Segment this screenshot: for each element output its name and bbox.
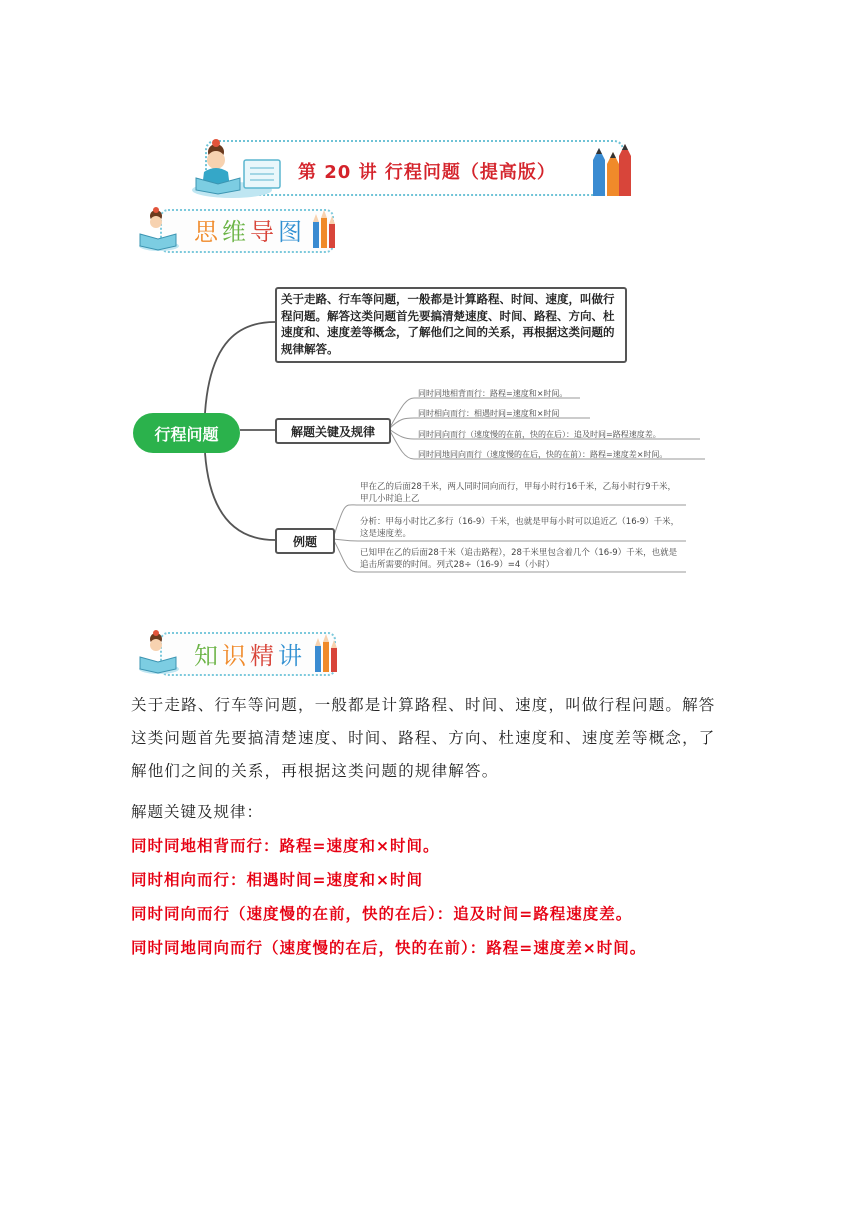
- pencils-icon: [312, 634, 338, 674]
- knowledge-title-char: 讲: [278, 642, 306, 670]
- mindmap-example-leaf: 分析：甲每小时比乙多行（16-9）千米，也就是甲每小时可以追近乙（16-9）千米，这是速度差。: [360, 517, 680, 539]
- reading-girl-icon: [136, 629, 182, 675]
- mindmap-root-node: 行程问题: [133, 413, 240, 453]
- rule-line: 同时同地同向而行（速度慢的在后，快的在前）：路程=速度差×时间。: [131, 939, 647, 957]
- mindmap-key-node: 解题关键及规律: [275, 418, 391, 444]
- mindmap-example-leaf: 甲在乙的后面28千米，两人同时同向而行，甲每小时行16千米，乙每小时行9千米，甲几小时追上乙: [360, 482, 677, 504]
- mindmap-title-char: 维: [222, 218, 250, 246]
- rule-line: 同时同地相背而行：路程=速度和×时间。: [131, 837, 440, 855]
- lesson-title: 第 20 讲 行程问题（提高版）: [298, 162, 556, 183]
- rule-line: 同时同向而行（速度慢的在前，快的在后）：追及时间=路程速度差。: [131, 905, 633, 923]
- mindmap-description-node: 关于走路、行车等问题，一般都是计算路程、时间、速度，叫做行程问题。解答这类问题首先要搞清楚速度、时间、路程、方向、杜速度和、速度差等概念，了解他们之间的关系，再根据这类问题的规律解答。: [275, 287, 627, 363]
- mindmap-rule-leaf: 同时同地同向而行（速度慢的在后，快的在前）：路程=速度差×时间。: [418, 450, 668, 459]
- knowledge-title-char: 精: [250, 642, 278, 670]
- mindmap-rule-leaf: 同时同地相背而行：路程=速度和×时间。: [418, 389, 568, 398]
- knowledge-section-title: [194, 636, 306, 671]
- mindmap-title-char: 图: [278, 218, 306, 246]
- key-heading: 解题关键及规律：: [131, 803, 264, 821]
- mindmap-title-char: 导: [250, 218, 278, 246]
- mindmap-rule-leaf: 同时同向而行（速度慢的在前，快的在后）：追及时间=路程速度差。: [418, 430, 661, 439]
- mindmap-rule-leaf: 同时相向而行：相遇时间=速度和×时间: [418, 409, 560, 418]
- mindmap-example-leaf: 已知甲在乙的后面28千米（追击路程），28千米里包含着几个（16-9）千米，也就是追击所需要的时间。列式28÷（16-9）=4（小时）: [360, 548, 678, 570]
- knowledge-title-char: 识: [222, 642, 250, 670]
- intro-paragraph: 关于走路、行车等问题，一般都是计算路程、时间、速度，叫做行程问题。解答这类问题首先要搞清楚速度、时间、路程、方向、杜速度和、速度差等概念，了解他们之间的关系，再根据这类问题的规律解答。: [131, 696, 716, 780]
- rule-line: 同时相向而行：相遇时间=速度和×时间: [131, 871, 423, 889]
- mindmap-title-char: 思: [194, 218, 222, 246]
- mindmap-example-node: 例题: [275, 528, 335, 554]
- knowledge-title-char: 知: [194, 642, 222, 670]
